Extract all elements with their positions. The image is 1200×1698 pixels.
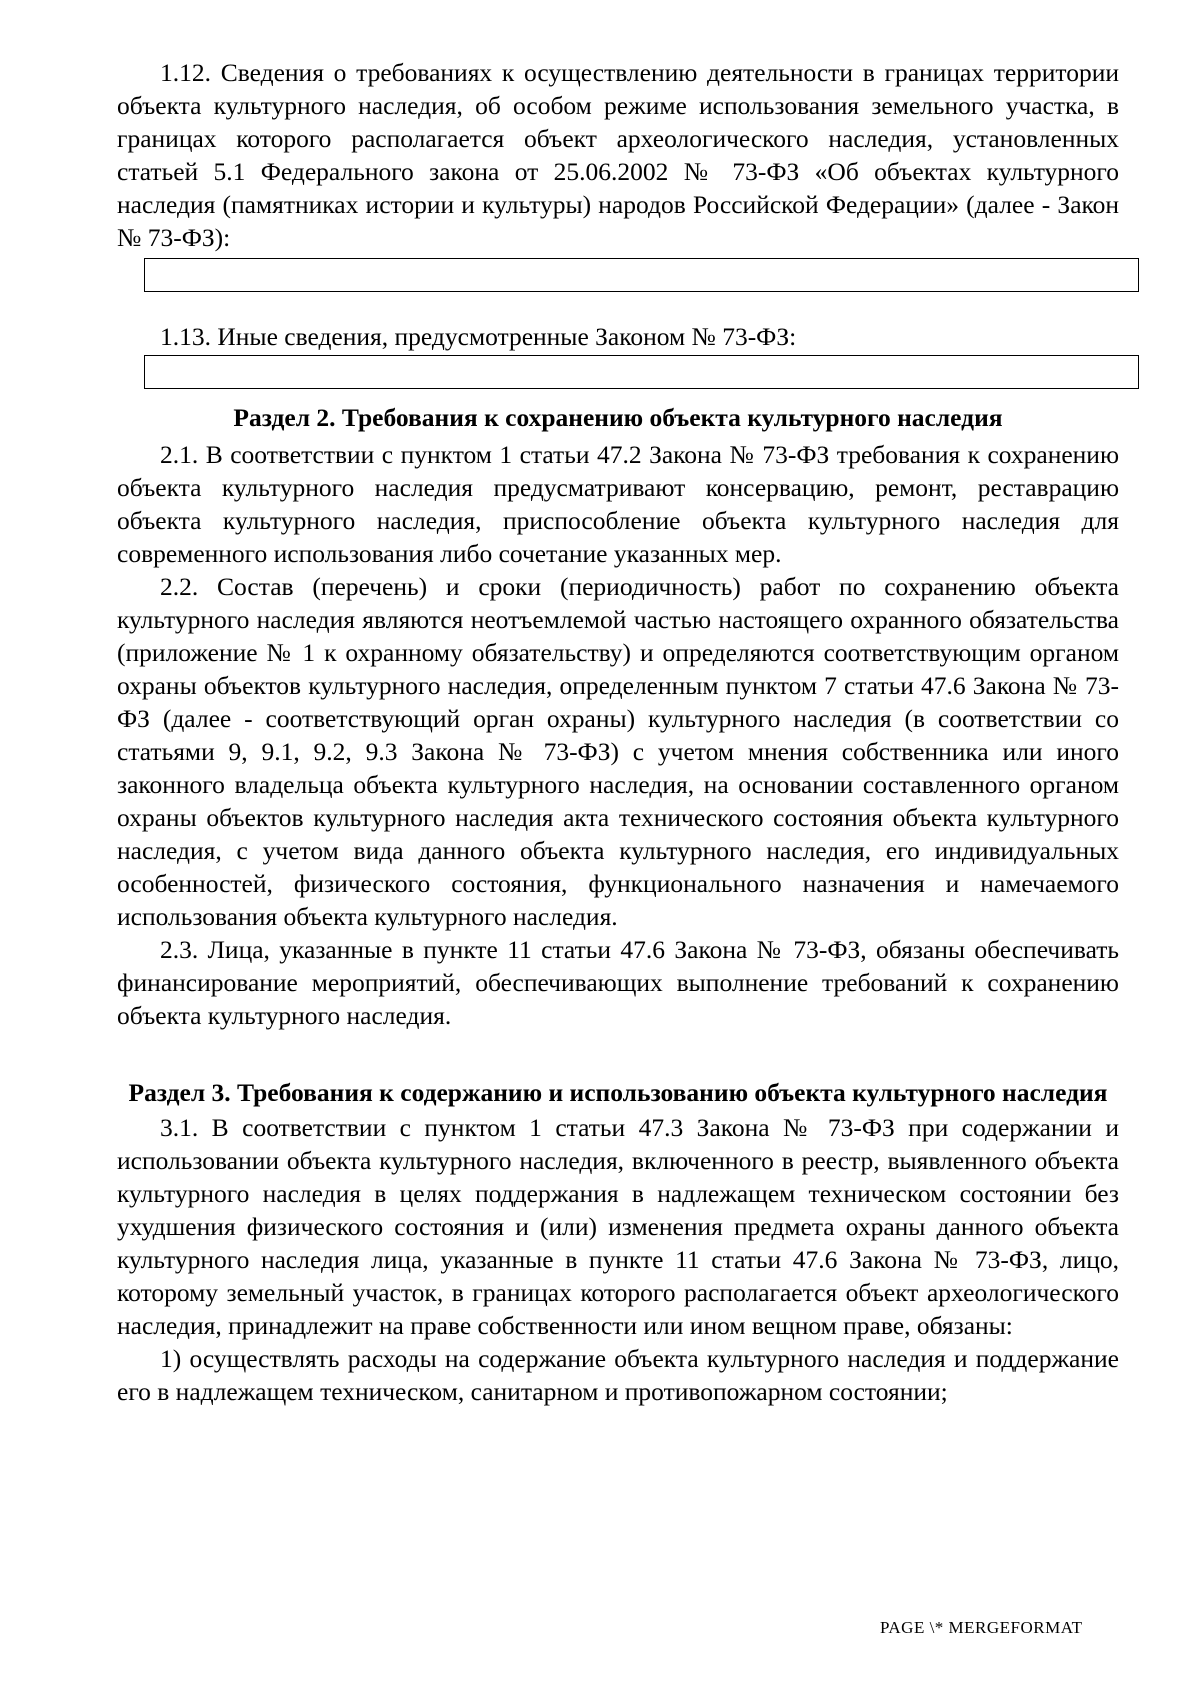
paragraph-2-2: 2.2. Состав (перечень) и сроки (периодичность) работ по сохранению объекта культурного наследия являются неотъемлемой частью настоящего охранного обязательства (приложение № 1 к охранному обязательству) и определяются соответствующим органом охраны объектов культурного наследия, определенным пунктом 7 статьи 47.6 Закона № 73-ФЗ (далее - соответствующий орган охраны) культурного наследия (в соответствии со статьями 9, 9.1, 9.2, 9.3 Закона № 73-ФЗ) с учетом мнения собственника или иного законного владельца объекта культурного наследия, на основании составленного органом охраны объектов культурного наследия акта технического состояния объекта культурного наследия, с учетом вида данного объекта культурного наследия, его индивидуальных особенностей, физического состояния, функционального назначения и намечаемого использования объекта культурного наследия. bbox=[117, 572, 1119, 931]
paragraph-2-1: 2.1. В соответствии с пунктом 1 статьи 47.2 Закона № 73-ФЗ требования к сохранению объекта культурного наследия предусматривают консервацию, ремонт, реставрацию объекта культурного наследия, приспособление объекта культурного наследия для современного использования либо сочетание указанных мер. bbox=[117, 440, 1119, 568]
paragraph-1-12: 1.12. Сведения о требованиях к осуществлению деятельности в границах территории объекта культурного наследия, об особом режиме использования земельного участка, в границах которого располагается объект археологического наследия, установленных статьей 5.1 Федерального закона от 25.06.2002 № 73-ФЗ «Об объектах культурного наследия (памятниках истории и культуры) народов Российской Федерации» (далее - Закон № 73-ФЗ): bbox=[117, 58, 1119, 252]
section-3-heading: Раздел 3. Требования к содержанию и использованию объекта культурного наследия bbox=[128, 1078, 1108, 1107]
paragraph-3-1: 3.1. В соответствии с пунктом 1 статьи 47.3 Закона № 73-ФЗ при содержании и использовании объекта культурного наследия, включенного в реестр, выявленного объекта культурного наследия в целях поддержания в надлежащем техническом состоянии без ухудшения физического состояния и (или) изменения предмета охраны данного объекта культурного наследия лица, указанные в пункте 11 статьи 47.6 Закона № 73-ФЗ, лицо, которому земельный участок, в границах которого располагается объект археологического наследия, принадлежит на праве собственности или ином вещном праве, обязаны: bbox=[117, 1113, 1119, 1340]
page-footer-field-code: PAGE \* MERGEFORMAT bbox=[880, 1618, 1083, 1637]
paragraph-1-13: 1.13. Иные сведения, предусмотренные Законом № 73-ФЗ: bbox=[160, 322, 797, 351]
paragraph-item-1: 1) осуществлять расходы на содержание объекта культурного наследия и поддержание его в надлежащем техническом, санитарном и противопожарном состоянии; bbox=[117, 1344, 1119, 1406]
section-2-heading: Раздел 2. Требования к сохранению объекта культурного наследия bbox=[233, 403, 1003, 432]
empty-field-1-12[interactable] bbox=[144, 258, 1139, 292]
paragraph-2-3: 2.3. Лица, указанные в пункте 11 статьи 47.6 Закона № 73-ФЗ, обязаны обеспечивать финансирование мероприятий, обеспечивающих выполнение требований к сохранению объекта культурного наследия. bbox=[117, 935, 1119, 1030]
empty-field-1-13[interactable] bbox=[144, 355, 1139, 389]
document-page bbox=[117, 56, 1119, 1408]
